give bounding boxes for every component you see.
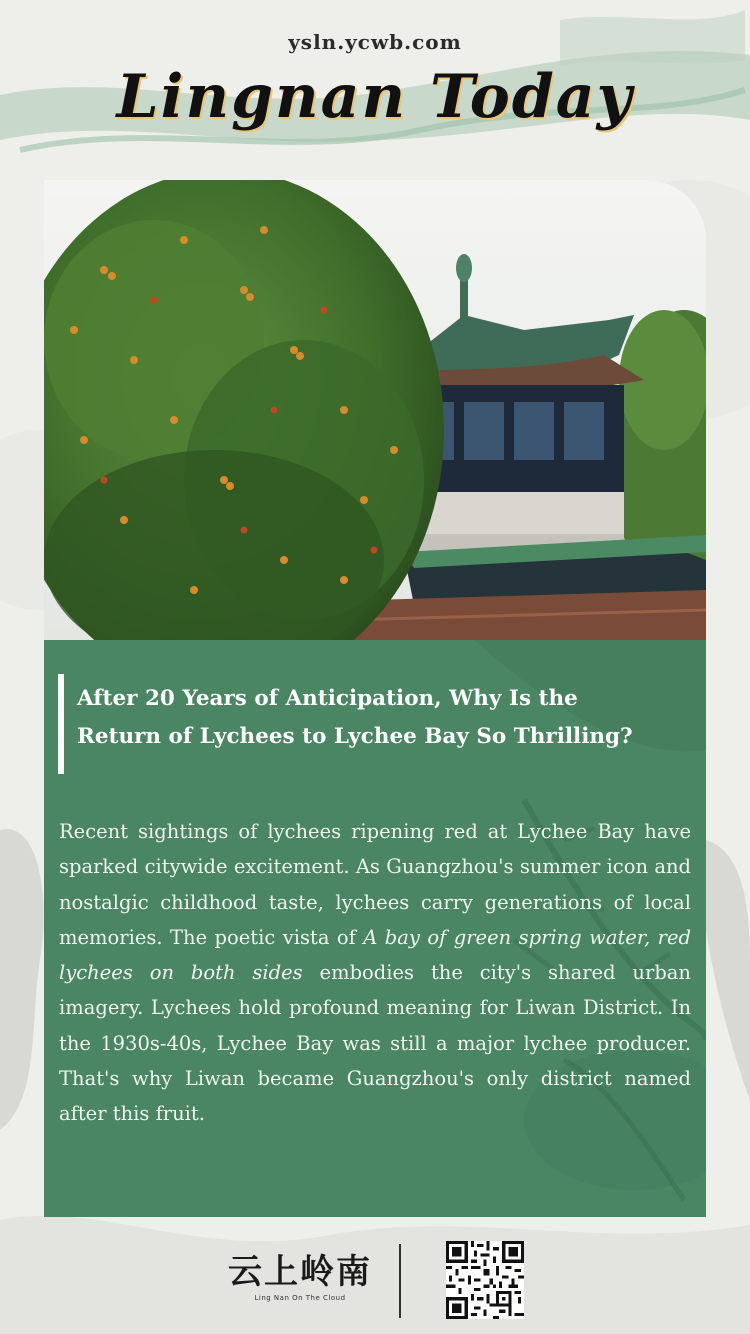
- body-quote-text: A bay of green spring water, red lychees on both sides: [59, 925, 691, 985]
- headline-line-2: Return of Lychees to Lychee Bay So Thrilling?: [77, 724, 633, 749]
- qr-code-icon[interactable]: [446, 1241, 524, 1319]
- article-card: [44, 640, 706, 1217]
- footer: [0, 1230, 750, 1334]
- brand-title: Lingnan Today: [116, 62, 634, 132]
- header: [0, 0, 750, 180]
- lychee-pavilion-illustration: [44, 180, 706, 640]
- article-headline: [77, 680, 687, 756]
- footer-divider: [399, 1244, 401, 1318]
- body-rest-text: embodies the city's shared urban imagery. Lychees hold profound meaning for Liwan District. In the 1930s-40s, Lychee Bay was still a major lychee producer. That's why Liwan became Guangzhou's only district named after this fruit.: [59, 961, 691, 1126]
- site-url[interactable]: ysln.ycwb.com: [288, 30, 462, 54]
- hero-photo: [44, 180, 706, 640]
- ling-nan-cloud-logo[interactable]: [220, 1252, 380, 1302]
- logo-sub-text: Ling Nan On The Cloud: [254, 1294, 346, 1302]
- body-lead-text: Recent sightings of lychees ripening red at Lychee Bay have sparked citywide excitement. As Guangzhou's summer icon and nostalgic childhood taste, lychees carry generations of local memories. The poetic vista of: [59, 820, 691, 949]
- headline-line-1: After 20 Years of Anticipation, Why Is the: [77, 686, 578, 711]
- logo-main-text: 云上岭南: [228, 1252, 372, 1292]
- headline-accent-bar: [58, 674, 64, 774]
- article-body: [59, 814, 691, 1132]
